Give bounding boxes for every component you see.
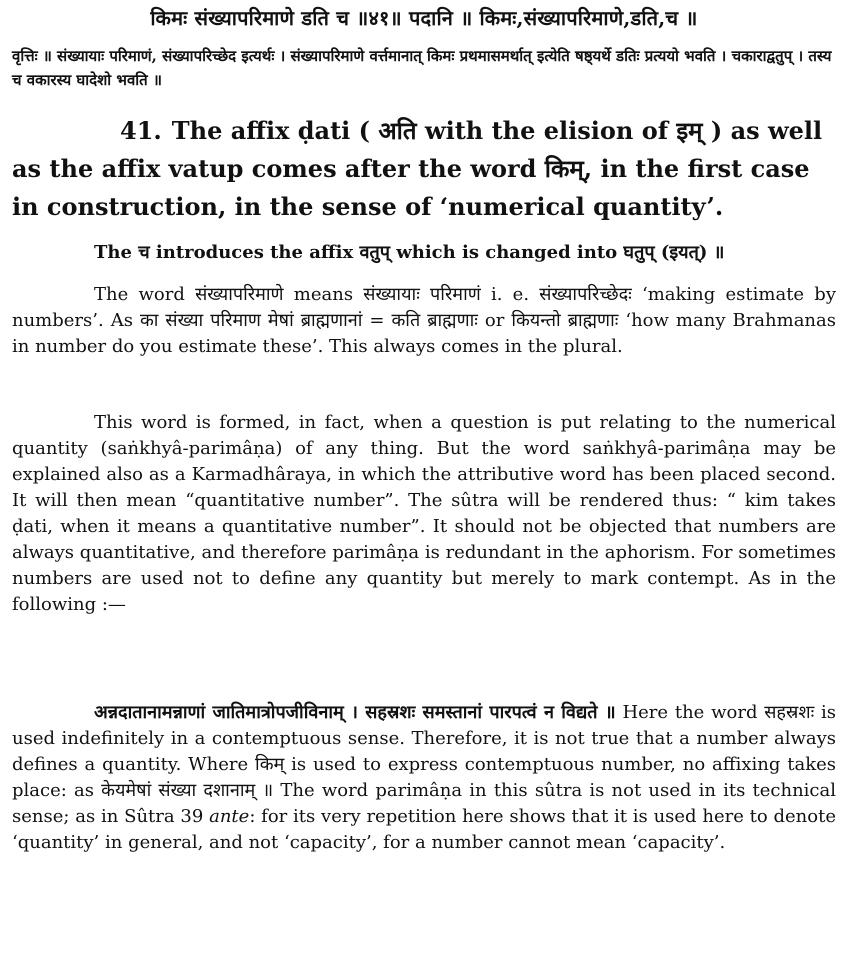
ante-word: ante xyxy=(209,806,250,827)
paragraph-example xyxy=(12,700,836,950)
paragraph-formation: This word is formed, in fact, when a question is put relating to the numerical quantity (saṅkhyâ-parimâṇa) of any thing. But the word saṅkhyâ-parimâṇa may be explained also as a Karmadhâraya, in which the attributive word has been placed second. It will then mean “quantitative number”. The sûtra will be rendered thus: “ kim takes ḍati, when it means a quantitative number”. It should not be objected that numbers are always quantitative, and therefore parimâṇa is redundant in the aphorism. For sometimes numbers are used not to define any quantity but merely to mark contempt. As in the following :— xyxy=(12,412,836,615)
sanskrit-verse: अन्नदातानामन्नाणां जातिमात्रोपजीविनाम् । सहस्रशः समस्तानां पारपत्वं न विद्यते ॥ xyxy=(94,702,616,723)
sutra-translation-text: The affix ḍati ( अति with the elision of इम् ) as well as the affix vatup comes after the word किम्, in the first case in construction, in the sense of ‘numerical quantity’. xyxy=(12,116,823,221)
sutra-number: 41. xyxy=(120,116,162,145)
vritti-commentary: वृत्तिः ॥ संख्यायाः परिमाणं, संख्यापरिच्छेद इत्यर्थः । संख्यापरिमाणे वर्त्तमानात् किमः प्रथमासमर्थात् इत्येति षष्ठ्यर्थे डतिः प्रत्ययो भवति । चकाराद्वतुप् । तस्य च वकारस्य घादेशो भवति ॥ xyxy=(12,47,832,89)
paragraph-word-meaning: The word संख्यापरिमाणे means संख्यायाः परिमाणं i. e. संख्यापरिच्छेदः ‘making estimate by numbers’. As का संख्या परिमाण मेषां ब्राह्मणानां = कति ब्राह्मणाः or कियन्तो ब्राह्मणाः ‘how many Brahmanas in number do you estimate these’. This always comes in the plural. xyxy=(12,284,836,357)
paragraph-example-tail: : for its very repetition here shows that it is used here to denote ‘quantity’ in general, and not ‘capacity’, for a number cannot mean ‘capacity’. xyxy=(12,806,836,853)
sutra-line: किमः संख्यापरिमाणे डति च ॥४१॥ पदानि ॥ किमः,संख्यापरिमाणे,डति,च ॥ xyxy=(150,6,698,30)
sutra-translation-heading xyxy=(12,112,836,232)
paragraph-cha-note: The च introduces the affix वतुप् which is changed into घतुप् (इयत्) ॥ xyxy=(94,242,725,263)
paragraph-example-text: Here the word सहस्रशः is used indefinitely in a contemptuous sense. Therefore, it is not true that a number always defines a quantity. Where किम् is used to express contemptuous number, no affixing takes place: as केयमेषां संख्या दशानाम् ॥ The word parimâṇa in this sûtra is not used in its technical sense; as in Sûtra 39 xyxy=(12,702,836,827)
